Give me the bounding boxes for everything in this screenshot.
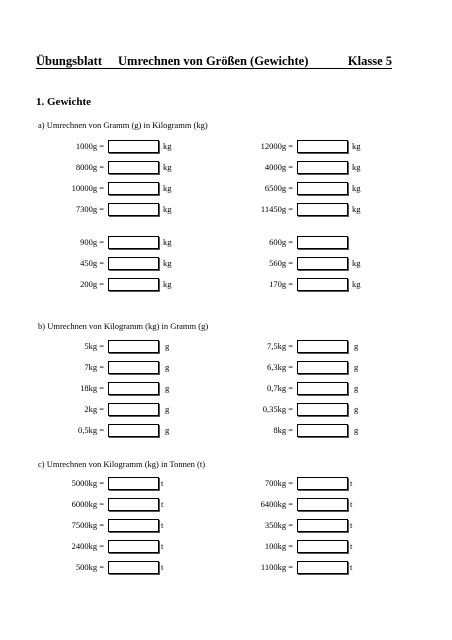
- unit-label: kg: [163, 162, 172, 172]
- answer-box[interactable]: [108, 340, 159, 353]
- answer-box[interactable]: [297, 140, 348, 153]
- exercise-label: 600g =: [269, 237, 293, 247]
- answer-box[interactable]: [297, 424, 348, 437]
- answer-box[interactable]: [108, 424, 159, 437]
- unit-label: kg: [163, 258, 172, 268]
- answer-box[interactable]: [108, 161, 159, 174]
- unit-label: t: [350, 562, 353, 572]
- unit-label: kg: [352, 141, 361, 151]
- unit-label: t: [350, 499, 353, 509]
- unit-label: g: [354, 341, 359, 351]
- exercise-label: 2kg =: [84, 404, 104, 414]
- answer-box[interactable]: [297, 257, 348, 270]
- exercise-label: 12000g =: [260, 141, 293, 151]
- answer-box[interactable]: [297, 540, 348, 553]
- exercise-label: 450g =: [80, 258, 104, 268]
- exercise-label: 200g =: [80, 279, 104, 289]
- answer-box[interactable]: [108, 477, 159, 490]
- exercise-label: 8000g =: [75, 162, 104, 172]
- header-topic: Umrechnen von Größen (Gewichte): [118, 54, 309, 68]
- unit-label: kg: [352, 279, 361, 289]
- unit-label: t: [350, 541, 353, 551]
- answer-box[interactable]: [297, 203, 348, 216]
- unit-label: kg: [352, 204, 361, 214]
- answer-box[interactable]: [108, 540, 159, 553]
- unit-label: kg: [163, 141, 172, 151]
- answer-box[interactable]: [297, 498, 348, 511]
- answer-box[interactable]: [297, 403, 348, 416]
- answer-box[interactable]: [297, 561, 348, 574]
- unit-label: t: [161, 520, 164, 530]
- exercise-label: 18kg =: [80, 383, 104, 393]
- unit-label: kg: [163, 237, 172, 247]
- exercise-label: 11450g =: [260, 204, 293, 214]
- answer-box[interactable]: [108, 257, 159, 270]
- unit-label: g: [165, 404, 170, 414]
- answer-box[interactable]: [108, 278, 159, 291]
- header-worksheet-label: Übungsblatt: [36, 54, 102, 68]
- exercise-label: 170g =: [269, 279, 293, 289]
- answer-box[interactable]: [297, 340, 348, 353]
- unit-label: kg: [352, 183, 361, 193]
- exercise-label: 10000g =: [71, 183, 104, 193]
- unit-label: g: [354, 404, 359, 414]
- answer-box[interactable]: [108, 382, 159, 395]
- answer-box[interactable]: [108, 561, 159, 574]
- answer-box[interactable]: [108, 140, 159, 153]
- exercise-label: 700kg =: [264, 478, 293, 488]
- exercise-label: 7500kg =: [71, 520, 104, 530]
- unit-label: t: [350, 478, 353, 488]
- unit-label: kg: [352, 162, 361, 172]
- answer-box[interactable]: [108, 403, 159, 416]
- exercise-label: 560g =: [269, 258, 293, 268]
- exercise-label: 6000kg =: [71, 499, 104, 509]
- subsection-title: b) Umrechnen von Kilogramm (kg) in Gramm (g): [38, 321, 209, 331]
- unit-label: g: [165, 383, 170, 393]
- exercise-label: 100kg =: [264, 541, 293, 551]
- subsection-title: c) Umrechnen von Kilogramm (kg) in Tonnen (t): [38, 459, 206, 469]
- answer-box[interactable]: [108, 361, 159, 374]
- exercise-label: 6400kg =: [260, 499, 293, 509]
- exercise-label: 2400kg =: [71, 541, 104, 551]
- answer-box[interactable]: [297, 182, 348, 195]
- unit-label: g: [165, 425, 170, 435]
- exercise-label: 900g =: [80, 237, 104, 247]
- exercise-label: 7300g =: [75, 204, 104, 214]
- subsection-title: a) Umrechnen von Gramm (g) in Kilogramm (kg): [38, 120, 208, 130]
- unit-label: t: [161, 562, 164, 572]
- unit-label: g: [354, 425, 359, 435]
- exercise-label: 1000g =: [75, 141, 104, 151]
- answer-box[interactable]: [297, 361, 348, 374]
- unit-label: g: [165, 362, 170, 372]
- exercise-label: 0,7kg =: [266, 383, 293, 393]
- unit-label: g: [354, 362, 359, 372]
- header-grade: Klasse 5: [347, 54, 392, 68]
- section-title: 1. Gewichte: [36, 96, 91, 108]
- exercise-label: 7kg =: [84, 362, 104, 372]
- answer-box[interactable]: [297, 519, 348, 532]
- unit-label: kg: [163, 183, 172, 193]
- answer-box[interactable]: [297, 382, 348, 395]
- answer-box[interactable]: [297, 236, 348, 249]
- exercise-label: 0,35kg =: [262, 404, 293, 414]
- exercise-label: 7,5kg =: [266, 341, 293, 351]
- exercise-label: 6,3kg =: [266, 362, 293, 372]
- exercise-label: 8kg =: [273, 425, 293, 435]
- unit-label: t: [161, 499, 164, 509]
- exercise-label: 1100kg =: [260, 562, 293, 572]
- answer-box[interactable]: [108, 236, 159, 249]
- answer-box[interactable]: [297, 477, 348, 490]
- exercise-label: 350kg =: [264, 520, 293, 530]
- answer-box[interactable]: [108, 203, 159, 216]
- answer-box[interactable]: [108, 519, 159, 532]
- unit-label: t: [350, 520, 353, 530]
- exercise-label: 5000kg =: [71, 478, 104, 488]
- answer-box[interactable]: [108, 498, 159, 511]
- unit-label: g: [354, 383, 359, 393]
- answer-box[interactable]: [297, 161, 348, 174]
- unit-label: kg: [163, 279, 172, 289]
- exercise-label: 5kg =: [84, 341, 104, 351]
- answer-box[interactable]: [108, 182, 159, 195]
- unit-label: kg: [352, 258, 361, 268]
- unit-label: g: [165, 341, 170, 351]
- answer-box[interactable]: [297, 278, 348, 291]
- exercise-label: 6500g =: [264, 183, 293, 193]
- unit-label: kg: [163, 204, 172, 214]
- unit-label: t: [161, 541, 164, 551]
- exercise-label: 500kg =: [75, 562, 104, 572]
- page-header: [36, 50, 392, 69]
- exercise-label: 4000g =: [264, 162, 293, 172]
- unit-label: t: [161, 478, 164, 488]
- exercise-label: 0,5kg =: [77, 425, 104, 435]
